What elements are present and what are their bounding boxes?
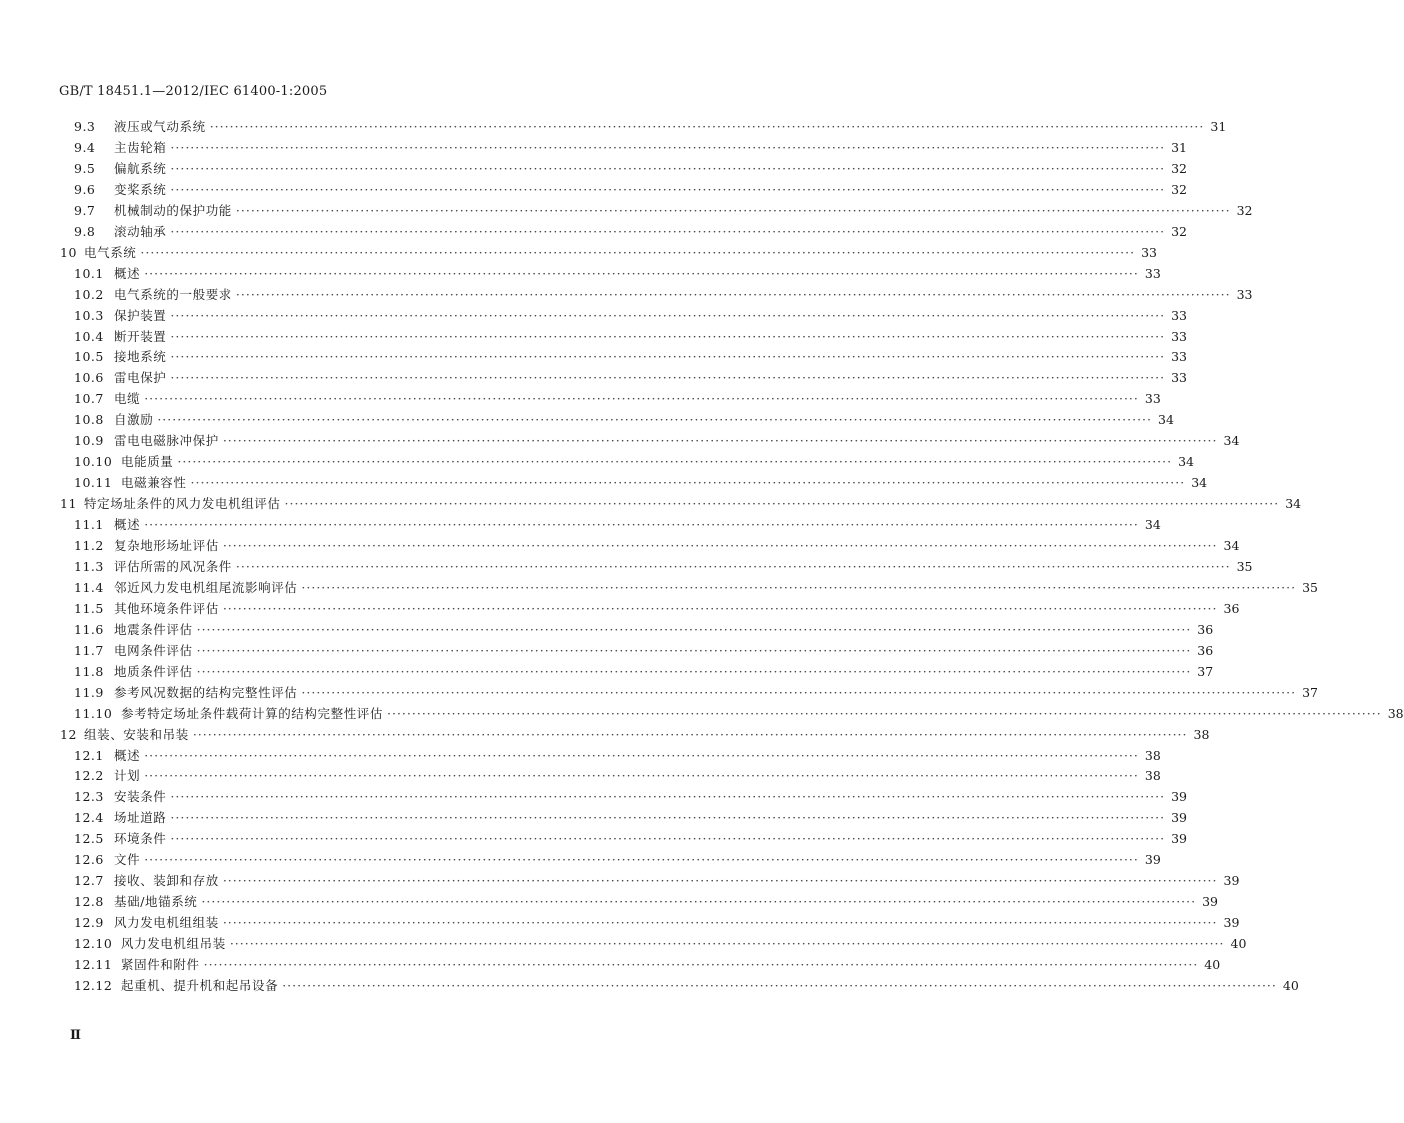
toc-leader-dots: ········································································································································································································ [177,454,1173,470]
toc-entry[interactable] [74,474,1208,492]
toc-leader-dots: ········································································································································································································ [170,139,1166,155]
toc-entry-page: 32 [1171,223,1187,239]
toc-leader-dots: ········································································································································································································ [157,412,1152,428]
toc-entry[interactable] [74,411,1174,429]
toc-entry-page: 39 [1202,894,1219,910]
toc-entry-page: 33 [1171,349,1187,365]
toc-leader-dots: ········································································································································································································ [222,915,1218,931]
toc-entry-page: 40 [1230,936,1247,952]
toc-entry-title: 滚动轴承 [114,223,167,239]
toc-leader-dots: ········································································································································································································ [301,579,1297,595]
toc-leader-dots: ········································································································································································································ [229,936,1225,952]
toc-entry-number: 10.2 [74,286,104,302]
toc-entry-number: 12.9 [74,915,104,931]
toc-entry-number: 11.3 [74,558,104,574]
toc-entry-number: 12.3 [74,789,104,805]
toc-entry-title: 邻近风力发电机组尾流影响评估 [114,579,298,595]
toc-entry-page: 39 [1171,810,1187,826]
toc-entry-number: 12.5 [74,831,104,847]
toc-entry-number: 12.8 [74,894,104,910]
toc-entry[interactable] [74,202,1253,220]
toc-entry-title: 场址道路 [114,810,167,826]
toc-entry-number: 10.3 [74,307,104,323]
toc-entry-page: 32 [1171,160,1187,176]
toc-entry-title: 主齿轮箱 [114,139,167,155]
toc-entry[interactable] [74,516,1161,534]
toc-entry[interactable] [74,600,1240,618]
toc-entry-number: 9.3 [74,119,96,134]
toc-leader-dots: ········································································································································································································ [235,286,1231,302]
toc-entry-title: 变桨系统 [114,181,167,197]
toc-leader-dots: ········································································································································································································ [170,307,1166,323]
toc-entry[interactable] [60,726,1210,744]
toc-entry-number: 11 [60,496,77,512]
toc-entry[interactable] [74,558,1253,576]
toc-entry-title: 保护装置 [114,307,167,323]
toc-entry-title: 接收、装卸和存放 [114,873,219,889]
toc-entry-page: 33 [1144,265,1161,281]
toc-entry-page: 39 [1171,789,1187,805]
toc-entry-title: 安装条件 [114,789,167,805]
toc-entry-number: 11.2 [74,538,104,553]
toc-entry-number: 10.9 [74,433,104,449]
toc-leader-dots: ········································································································································································································ [170,181,1166,197]
toc-entry-page: 34 [1285,496,1302,512]
toc-entry-title: 文件 [114,852,141,868]
toc-entry-number: 11.6 [74,621,104,637]
toc-entry-number: 11.10 [74,705,113,721]
toc-entry-page: 32 [1236,202,1253,218]
toc-entry-title: 电网条件评估 [114,642,193,658]
toc-entry[interactable] [74,767,1161,785]
toc-entry-number: 9.8 [74,223,96,239]
page-number: Ⅱ [70,1028,81,1043]
toc-entry-title: 雷电电磁脉冲保护 [114,433,219,449]
toc-leader-dots: ········································································································································································································ [144,768,1139,784]
toc-leader-dots: ········································································································································································································ [284,496,1280,512]
toc-entry-title: 参考风况数据的结构完整性评估 [114,684,298,700]
toc-entry-number: 12.4 [74,810,104,826]
toc-leader-dots: ········································································································································································································ [235,558,1231,574]
toc-leader-dots: ········································································································································································································ [301,684,1297,700]
toc-entry[interactable] [74,328,1187,346]
toc-entry[interactable] [74,118,1227,136]
toc-entry-title: 紧固件和附件 [121,957,200,972]
toc-leader-dots: ········································································································································································································ [196,642,1192,658]
toc-entry[interactable] [74,830,1187,848]
toc-entry-page: 34 [1191,475,1208,491]
toc-entry-title: 风力发电机组组装 [114,915,219,931]
toc-entry-page: 33 [1171,328,1187,344]
toc-entry[interactable] [74,286,1253,304]
toc-entry[interactable] [60,495,1302,513]
toc-leader-dots: ········································································································································································································ [192,726,1188,742]
toc-leader-dots: ········································································································································································································ [222,433,1218,449]
toc-entry-page: 34 [1144,517,1161,533]
toc-entry-title: 地震条件评估 [114,621,193,637]
toc-entry-number: 10.4 [74,328,104,344]
toc-entry-page: 34 [1158,412,1174,428]
toc-entry[interactable] [74,348,1187,366]
toc-entry[interactable] [74,369,1187,387]
toc-entry-number: 10 [60,244,77,260]
toc-entry[interactable] [74,684,1318,702]
toc-entry[interactable] [74,621,1214,639]
toc-entry[interactable] [74,935,1247,953]
toc-entry-title: 液压或气动系统 [114,119,206,134]
toc-entry-title: 雷电保护 [114,370,167,386]
toc-entry-number: 9.6 [74,181,96,197]
toc-entry-title: 电能质量 [121,454,174,470]
toc-entry-page: 33 [1171,307,1187,323]
toc-entry-page: 35 [1302,579,1318,595]
toc-entry[interactable] [74,788,1187,806]
toc-leader-dots: ········································································································································································································ [144,852,1139,868]
toc-leader-dots: ········································································································································································································ [222,538,1218,553]
toc-entry-number: 12.10 [74,936,113,952]
toc-entry-number: 12.11 [74,957,113,972]
toc-entry-page: 37 [1302,684,1318,700]
toc-entry-number: 11.7 [74,642,104,658]
toc-leader-dots: ········································································································································································································ [144,517,1139,533]
toc-entry[interactable] [74,663,1214,681]
toc-entry-title: 接地系统 [114,349,167,365]
toc-entry-title: 参考特定场址条件载荷计算的结构完整性评估 [121,705,384,721]
toc-entry-number: 10.5 [74,349,104,365]
toc-entry-number: 11.9 [74,684,104,700]
toc-leader-dots: ········································································································································································································ [235,202,1231,218]
toc-entry-page: 37 [1197,663,1214,679]
toc-entry-title: 电气系统 [84,244,137,260]
toc-entry-number: 11.8 [74,663,104,679]
toc-entry-number: 9.5 [74,160,96,176]
toc-entry-page: 34 [1223,538,1240,553]
toc-entry[interactable] [74,956,1221,974]
toc-entry-number: 10.11 [74,475,113,491]
toc-leader-dots: ········································································································································································································ [170,810,1166,826]
toc-entry-title: 组装、安装和吊装 [84,726,189,742]
toc-entry-page: 36 [1223,600,1240,616]
toc-entry-number: 12.12 [74,977,113,993]
toc-entry[interactable] [74,453,1194,471]
toc-entry-page: 38 [1144,768,1161,784]
toc-entry-title: 基础/地锚系统 [114,894,198,910]
toc-entry-page: 36 [1197,642,1214,658]
toc-entry-title: 概述 [114,517,141,533]
toc-leader-dots: ········································································································································································································ [170,349,1166,365]
toc-entry[interactable] [74,893,1219,911]
toc-entry-title: 评估所需的风况条件 [114,558,232,574]
toc-entry-title: 断开装置 [114,328,167,344]
toc-entry-number: 11.5 [74,600,104,616]
toc-leader-dots: ········································································································································································································ [140,244,1136,260]
toc-entry-title: 概述 [114,747,141,763]
toc-leader-dots: ········································································································································································································ [170,160,1166,176]
toc-entry[interactable] [74,307,1187,325]
toc-entry-title: 起重机、提升机和起吊设备 [121,977,279,993]
toc-entry[interactable] [74,390,1161,408]
toc-entry[interactable] [74,977,1299,995]
document-header: GB/T 18451.1—2012/IEC 61400-1:2005 [59,84,328,99]
toc-leader-dots: ········································································································································································································ [170,789,1166,805]
toc-entry-number: 11.1 [74,517,104,533]
toc-entry-page: 39 [1223,873,1240,889]
toc-entry-page: 39 [1144,852,1161,868]
toc-entry[interactable] [74,579,1318,597]
toc-leader-dots: ········································································································································································································ [387,705,1382,721]
toc-leader-dots: ········································································································································································································ [170,370,1166,386]
toc-entry-number: 10.1 [74,265,104,281]
toc-entry-title: 电磁兼容性 [121,475,187,491]
toc-leader-dots: ········································································································································································································ [170,831,1166,847]
toc-leader-dots: ········································································································································································································ [196,663,1192,679]
toc-entry[interactable] [74,872,1240,890]
toc-leader-dots: ········································································································································································································ [209,119,1205,134]
toc-leader-dots: ········································································································································································································ [170,328,1166,344]
toc-entry[interactable] [74,537,1240,555]
toc-entry-number: 10.6 [74,370,104,386]
toc-entry[interactable] [74,851,1161,869]
toc-entry-number: 9.4 [74,139,96,155]
toc-leader-dots: ········································································································································································································ [144,391,1139,407]
toc-leader-dots: ········································································································································································································ [203,957,1199,972]
toc-entry-title: 风力发电机组吊装 [121,936,226,952]
toc-entry-page: 33 [1141,244,1157,260]
toc-entry-number: 9.7 [74,202,96,218]
toc-entry-page: 33 [1236,286,1253,302]
toc-entry-page: 38 [1144,747,1161,763]
toc-entry-page: 38 [1387,705,1404,721]
toc-entry-number: 10.8 [74,412,104,428]
toc-entry-page: 39 [1223,915,1240,931]
toc-entry-page: 38 [1193,726,1210,742]
toc-entry-title: 电气系统的一般要求 [114,286,232,302]
toc-entry-title: 电缆 [114,391,141,407]
toc-entry-title: 自激励 [114,412,154,428]
toc-leader-dots: ········································································································································································································ [144,265,1139,281]
toc-entry-title: 复杂地形场址评估 [114,538,219,553]
toc-leader-dots: ········································································································································································································ [282,977,1277,993]
toc-entry-number: 12.2 [74,768,104,784]
toc-entry[interactable] [74,705,1404,723]
toc-entry-number: 12.1 [74,747,104,763]
toc-entry-page: 34 [1178,454,1194,470]
toc-leader-dots: ········································································································································································································ [144,747,1139,763]
toc-entry[interactable] [74,160,1187,178]
toc-entry[interactable] [74,914,1240,932]
toc-leader-dots: ········································································································································································································ [170,223,1166,239]
toc-entry[interactable] [74,809,1187,827]
toc-entry-page: 40 [1282,977,1299,993]
toc-entry[interactable] [74,642,1214,660]
toc-entry-title: 计划 [114,768,141,784]
toc-entry-title: 其他环境条件评估 [114,600,219,616]
toc-entry-page: 31 [1171,139,1187,155]
toc-entry-page: 32 [1171,181,1187,197]
toc-entry-number: 12.7 [74,873,104,889]
toc-entry-page: 39 [1171,831,1187,847]
toc-entry-title: 特定场址条件的风力发电机组评估 [84,496,281,512]
toc-entry-page: 34 [1223,433,1240,449]
toc-entry-number: 10.7 [74,391,104,407]
toc-entry[interactable] [74,181,1187,199]
toc-entry-page: 40 [1204,957,1221,972]
toc-entry-title: 地质条件评估 [114,663,193,679]
toc-leader-dots: ········································································································································································································ [222,873,1218,889]
toc-leader-dots: ········································································································································································································ [196,621,1192,637]
toc-entry[interactable] [74,139,1187,157]
toc-entry[interactable] [74,747,1161,765]
toc-leader-dots: ········································································································································································································ [201,894,1197,910]
toc-entry-page: 33 [1144,391,1161,407]
toc-entry-number: 10.10 [74,454,113,470]
toc-leader-dots: ········································································································································································································ [222,600,1218,616]
toc-entry[interactable] [74,223,1187,241]
toc-entry-page: 33 [1171,370,1187,386]
toc-entry-title: 机械制动的保护功能 [114,202,232,218]
toc-entry-title: 环境条件 [114,831,167,847]
toc-entry[interactable] [74,432,1240,450]
toc-entry-number: 12.6 [74,852,104,868]
toc-entry-number: 11.4 [74,579,104,595]
toc-entry-page: 35 [1236,558,1253,574]
toc-entry-title: 概述 [114,265,141,281]
toc-entry[interactable] [60,244,1157,262]
toc-entry[interactable] [74,265,1161,283]
toc-entry-page: 31 [1210,119,1227,134]
toc-entry-title: 偏航系统 [114,160,167,176]
toc-leader-dots: ········································································································································································································ [190,475,1186,491]
toc-entry-page: 36 [1197,621,1214,637]
toc-entry-number: 12 [60,726,77,742]
